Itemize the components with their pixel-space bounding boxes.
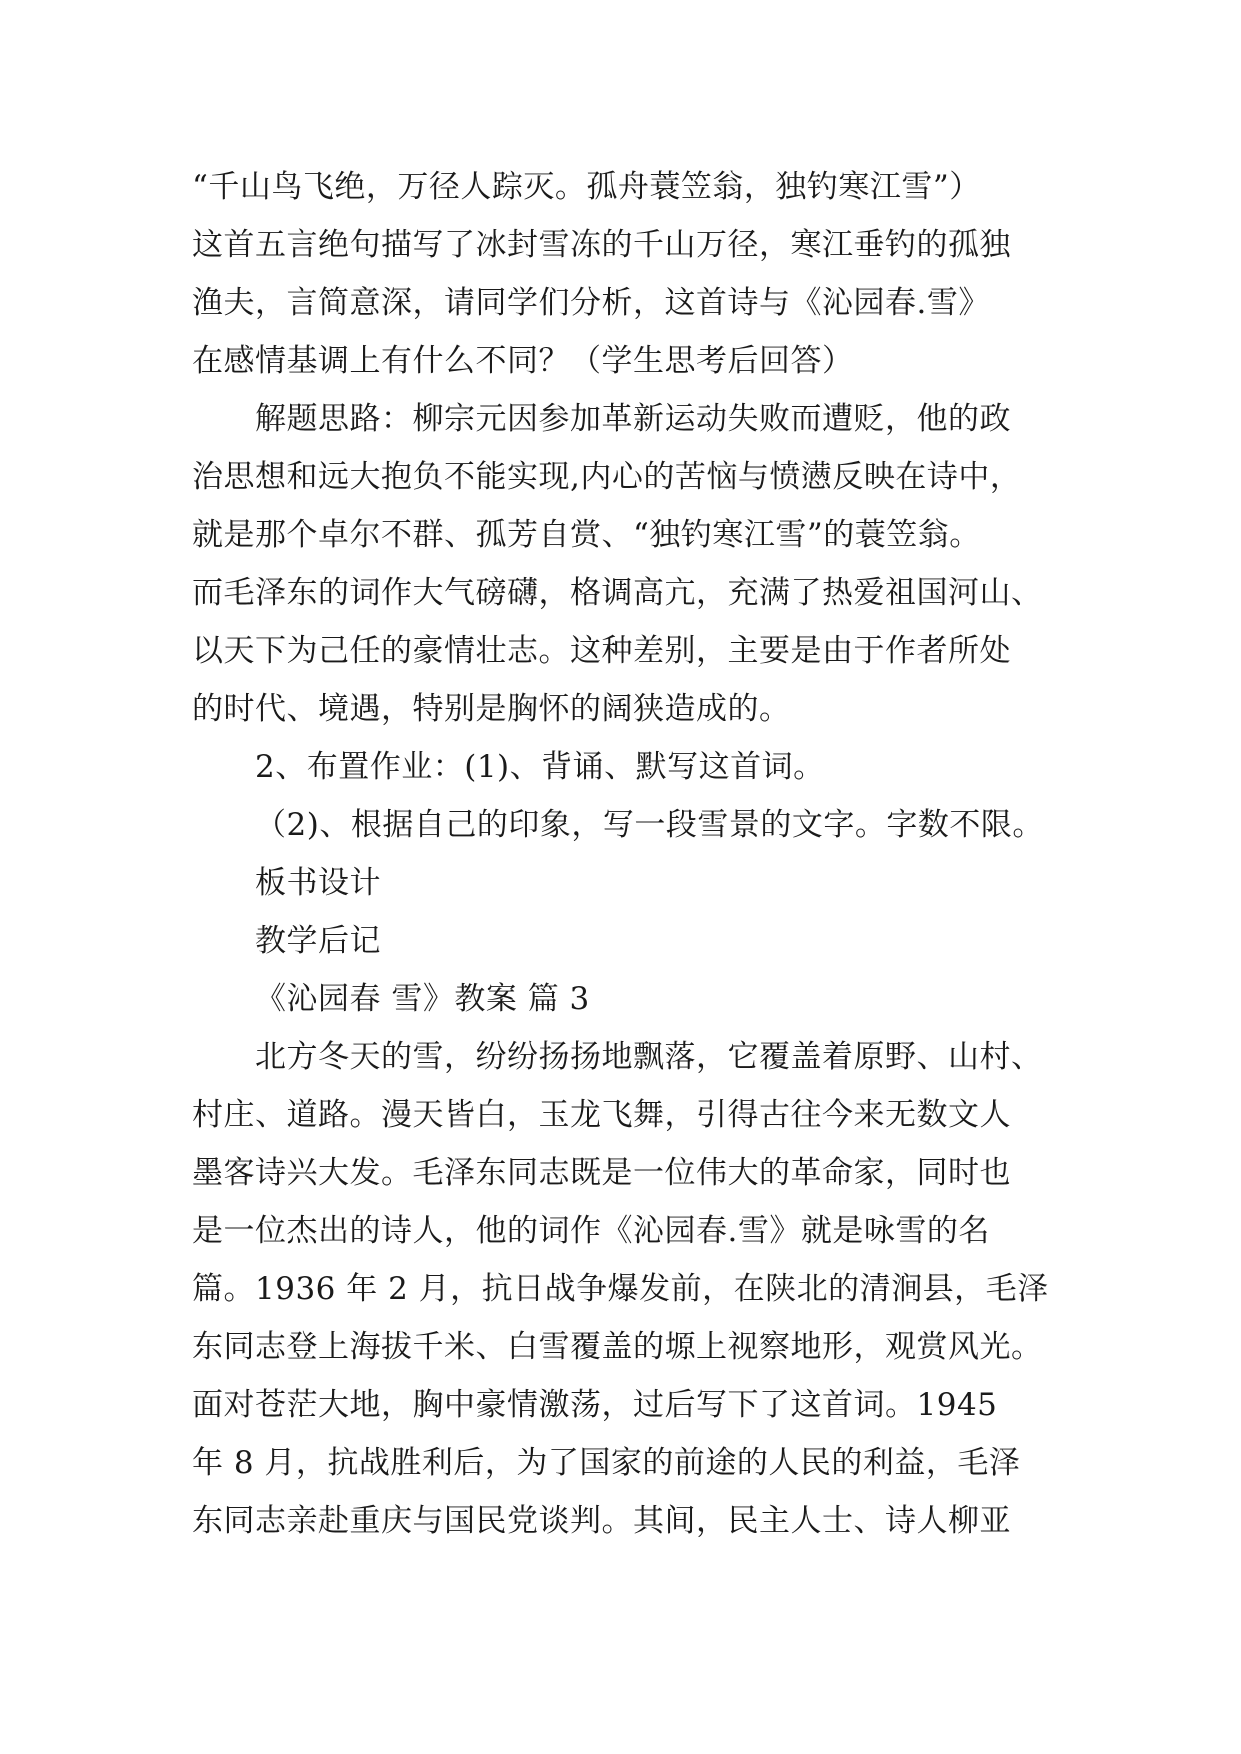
text-line: 的时代、境遇，特别是胸怀的阔狭造成的。 (192, 691, 791, 727)
text-line: 东同志登上海拔千米、白雪覆盖的塬上视察地形，观赏风光。 (192, 1329, 1043, 1365)
text-line: 篇。1936 年 2 月，抗日战争爆发前，在陕北的清涧县，毛泽 (192, 1271, 1049, 1307)
paragraph-start-line: 北方冬天的雪，纷纷扬扬地飘落，它覆盖着原野、山村、 (255, 1039, 1043, 1075)
text-line: 这首五言绝句描写了冰封雪冻的千山万径，寒江垂钓的孤独 (192, 227, 1011, 263)
text-line: 渔夫，言简意深，请同学们分析，这首诗与《沁园春.雪》 (192, 285, 990, 321)
text-line: 治思想和远大抱负不能实现,内心的苦恼与愤懑反映在诗中， (192, 459, 1022, 495)
text-line: “千山鸟飞绝，万径人踪灭。孤舟蓑笠翁，独钓寒江雪”） (192, 169, 981, 205)
section-heading-teaching-notes: 教学后记 (255, 923, 381, 959)
text-line: 村庄、道路。漫天皆白，玉龙飞舞，引得古往今来无数文人 (192, 1097, 1011, 1133)
text-line: 以天下为己任的豪情壮志。这种差别，主要是由于作者所处 (192, 633, 1011, 669)
homework-item-2: （2)、根据自己的印象，写一段雪景的文字。字数不限。 (255, 807, 1044, 843)
text-line: 就是那个卓尔不群、孤芳自赏、“独钓寒江雪”的蓑笠翁。 (192, 517, 981, 553)
section-heading-board-design: 板书设计 (255, 865, 381, 901)
text-line: 而毛泽东的词作大气磅礴，格调高亢，充满了热爱祖国河山、 (192, 575, 1043, 611)
text-line: 面对苍茫大地，胸中豪情激荡，过后写下了这首词。1945 (192, 1387, 998, 1423)
text-line: 是一位杰出的诗人，他的词作《沁园春.雪》就是咏雪的名 (192, 1213, 990, 1249)
text-line: 东同志亲赴重庆与国民党谈判。其间，民主人士、诗人柳亚 (192, 1503, 1011, 1539)
paragraph-start-line: 解题思路：柳宗元因参加革新运动失败而遭贬，他的政 (255, 401, 1011, 437)
text-line: 在感情基调上有什么不同？（学生思考后回答） (192, 343, 854, 379)
homework-item-1: 2、布置作业：(1)、背诵、默写这首词。 (255, 749, 825, 785)
text-line: 墨客诗兴大发。毛泽东同志既是一位伟大的革命家，同时也 (192, 1155, 1011, 1191)
body-text (192, 158, 1052, 1550)
text-line: 年 8 月，抗战胜利后，为了国家的前途的人民的利益，毛泽 (192, 1445, 1021, 1481)
lesson-plan-title: 《沁园春 雪》教案 篇 3 (255, 981, 590, 1017)
